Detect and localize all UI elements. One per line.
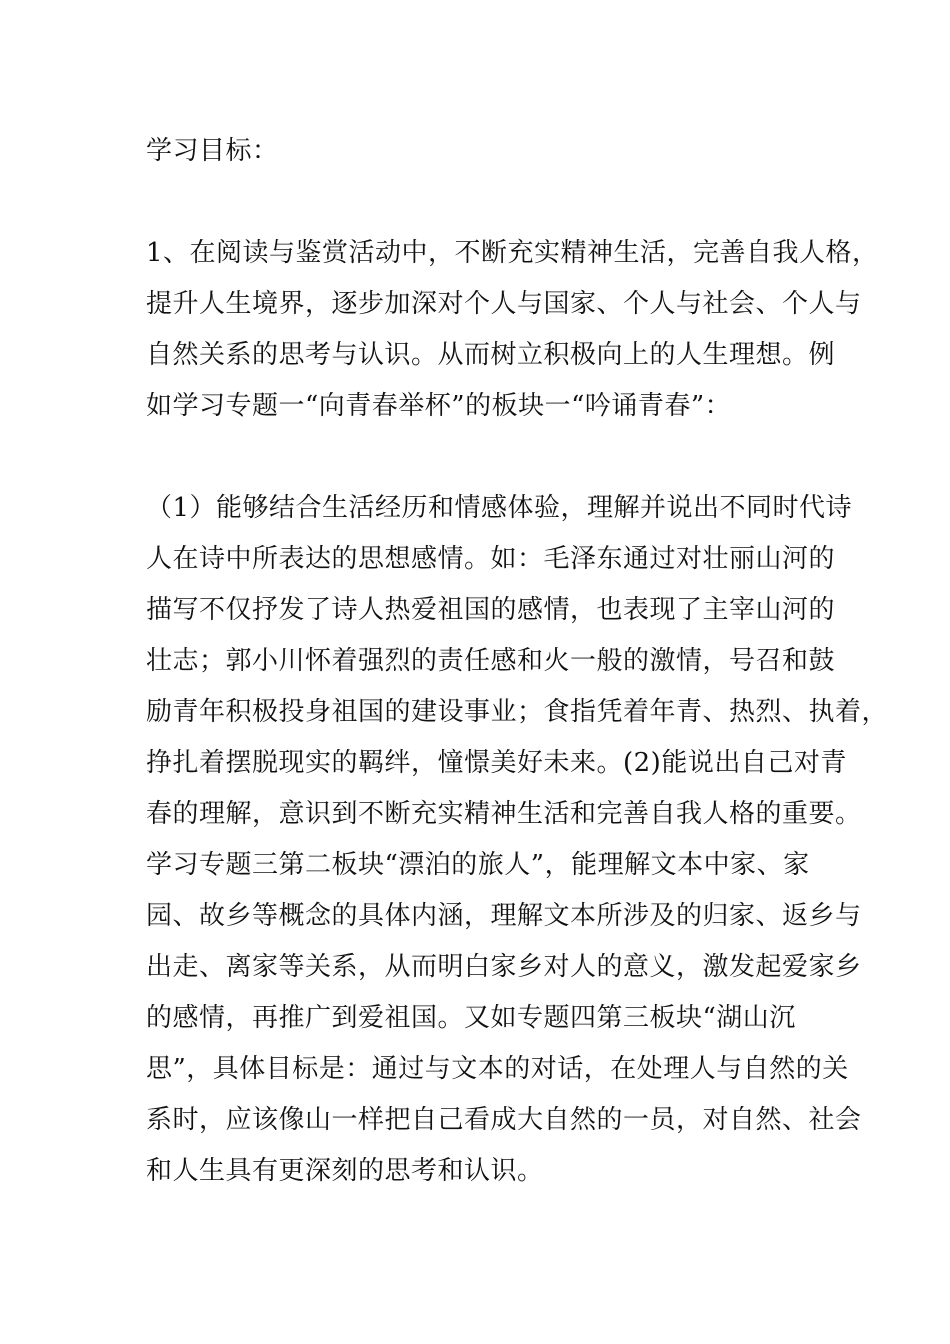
text-line: 1、在阅读与鉴赏活动中，不断充实精神生活，完善自我人格， [146,238,879,268]
text-line: 提升人生境界，逐步加深对个人与国家、个人与社会、个人与 [146,289,862,319]
text-line: 励青年积极投身祖国的建设事业；食指凭着年青、热烈、执着， [146,697,889,727]
text-line: 挣扎着摆脱现实的羁绊，憧憬美好未来。(2)能说出自己对青 [146,748,847,778]
text-line: 人在诗中所表达的思想感情。如：毛泽东通过对壮丽山河的 [146,544,836,574]
text-line: 出走、离家等关系，从而明白家乡对人的意义，激发起爱家乡 [146,952,862,982]
text-line: 和人生具有更深刻的思考和认识。 [146,1156,544,1186]
text-line: （1）能够结合生活经历和情感体验，理解并说出不同时代诗 [146,493,853,523]
paragraph-1 [146,228,879,432]
text-line: 自然关系的思考与认识。从而树立积极向上的人生理想。例 [146,340,836,370]
spacer [146,177,826,228]
section-heading: 学习目标： [146,136,279,166]
text-line: 如学习专题一“向青春举杯”的板块一“吟诵青春”： [146,391,732,421]
text-line: 描写不仅抒发了诗人热爱祖国的感情，也表现了主宰山河的 [146,595,836,625]
text-line: 壮志；郭小川怀着强烈的责任感和火一般的激情，号召和鼓 [146,646,836,676]
text-line: 春的理解，意识到不断充实精神生活和完善自我人格的重要。 [146,799,862,829]
text-line: 园、故乡等概念的具体内涵，理解文本所涉及的归家、返乡与 [146,901,862,931]
spacer [146,432,826,483]
text-line: 思”，具体目标是：通过与文本的对话，在处理人与自然的关 [146,1054,849,1084]
document-page [146,126,889,1197]
paragraph-2 [146,483,889,1197]
text-line: 系时，应该像山一样把自己看成大自然的一员，对自然、社会 [146,1105,862,1135]
text-line: 的感情，再推广到爱祖国。又如专题四第三板块“湖山沉 [146,1003,796,1033]
text-line: 学习专题三第二板块“漂泊的旅人”，能理解文本中家、家 [146,850,810,880]
